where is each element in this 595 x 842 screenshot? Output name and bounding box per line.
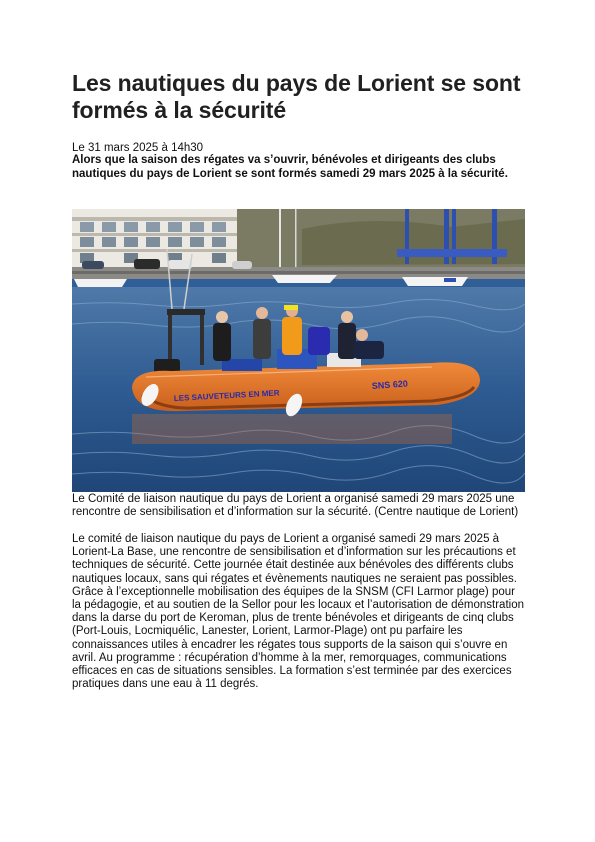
article-date: Le 31 mars 2025 à 14h30: [72, 142, 204, 154]
article-lede: Alors que la saison des régates va s’ouvrir, bénévoles et dirigeants des clubs nautiques du pays de Lorient se sont formés samedi 29 mars 2025 à la sécurité.: [72, 154, 508, 180]
article-body: Le comité de liaison nautique du pays de Lorient a organisé samedi 29 mars 2025 à Lorient-La Base, une rencontre de sensibilisation et d’information sur les précautions et techniques de sécurité. Cette journée était destinée aux bénévoles des différents clubs nautiques locaux, sans qui régates et évènements nautiques ne seraient pas possibles. Grâce à l’exceptionnelle mobilisation des équipes de la SNSM (CFI Larmor plage) pour la pédagogie, et au soutien de la Sellor pour les locaux et l’autorisation de démonstration dans la darse du port de Keroman, plus de trente bénévoles et dirigeants de cinq clubs (Port-Louis, Locmiquélic, Lanester, Lorient, Larmor-Plage) ont pu parfaire les connaissances utiles à encadrer les régates tous supports de la saison qui s’ouvre en avril. Au programme : récupération d’homme à la mer, remorquages, communications efficaces en cas de situations sensibles. La formation s’est terminée par des exercices pratiques dans une eau à 11 degrés.: [72, 533, 524, 691]
article-title: Les nautiques du pays de Lorient se sont formés à la sécurité: [72, 70, 521, 123]
boat-side-text: LES SAUVETEURS EN MER: [173, 388, 280, 403]
harbour-building: [72, 209, 237, 267]
mast: [279, 209, 281, 271]
photo-caption: Le Comité de liaison nautique du pays de Lorient a organisé samedi 29 mars 2025 une rencontre de sensibilisation et d’information sur la sécurité. (Centre nautique de Lorient): [72, 493, 519, 518]
article-photo: [72, 209, 525, 492]
rescue-boat-photo: [72, 209, 525, 492]
boat-number: SNS 620: [371, 378, 409, 391]
